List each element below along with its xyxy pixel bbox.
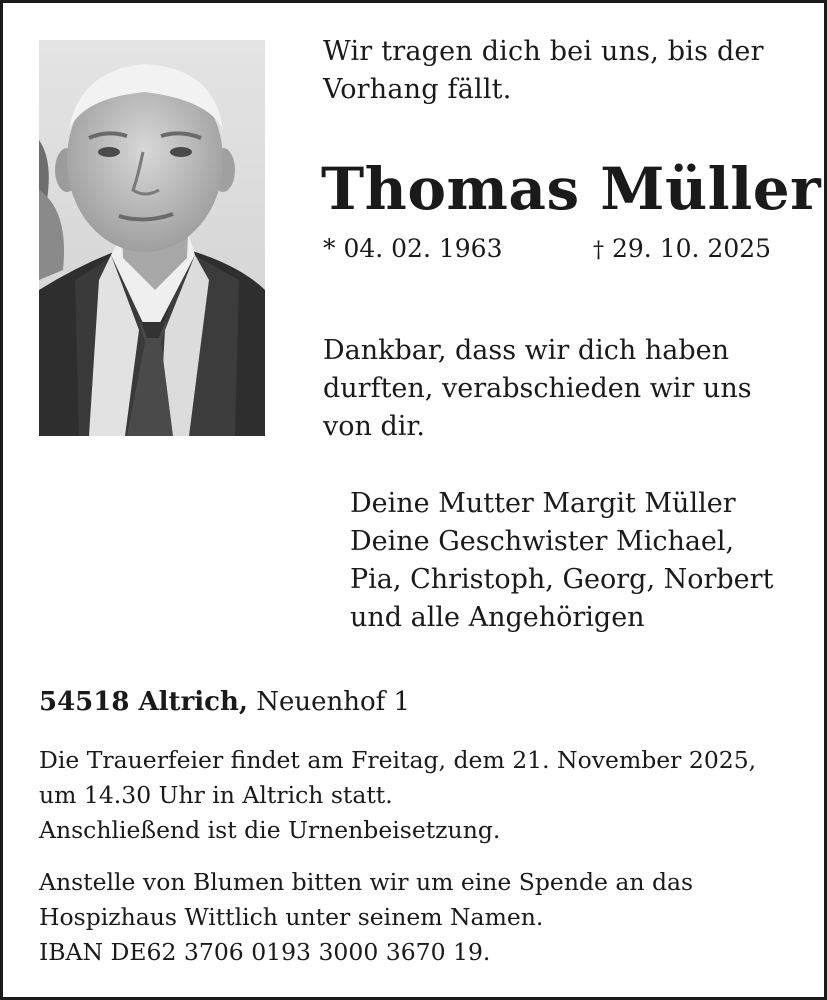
donation-line: Hospizhaus Wittlich unter seinem Namen.: [39, 903, 544, 931]
life-dates: [323, 230, 793, 268]
address: [39, 683, 410, 721]
ceremony-line: Anschließend ist die Urnenbeisetzung.: [39, 816, 501, 844]
family-line: Deine Geschwister Michael,: [350, 526, 735, 557]
thanks-line: von dir.: [323, 411, 425, 442]
donation-info: [39, 865, 819, 970]
family-line: und alle Angehörigen: [350, 602, 645, 633]
cross-icon: †: [593, 238, 604, 263]
thanks-line: durften, verabschieden wir uns: [323, 373, 752, 404]
donation-iban: IBAN DE62 3706 0193 3000 3670 19.: [39, 938, 491, 966]
birth-date: * 04. 02. 1963: [323, 234, 503, 263]
address-city: 54518 Altrich,: [39, 687, 248, 717]
death-date: 29. 10. 2025: [612, 234, 772, 263]
portrait-photo: [39, 40, 265, 436]
ceremony-line: um 14.30 Uhr in Altrich statt.: [39, 781, 393, 809]
family-signatures: [350, 485, 820, 637]
ceremony-line: Die Trauerfeier findet am Freitag, dem 21. November 2025,: [39, 746, 757, 774]
address-street: Neuenhof 1: [256, 687, 411, 717]
quote-line: Vorhang fällt.: [323, 74, 512, 105]
family-line: Deine Mutter Margit Müller: [350, 488, 736, 519]
deceased-name: Thomas Müller: [321, 155, 822, 223]
quote-line: Wir tragen dich bei uns, bis der: [323, 36, 764, 67]
thanks-text: [323, 332, 813, 446]
memorial-quote: [323, 33, 813, 109]
family-line: Pia, Christoph, Georg, Norbert: [350, 564, 774, 595]
thanks-line: Dankbar, dass wir dich haben: [323, 335, 730, 366]
death-date-group: [593, 230, 771, 270]
donation-line: Anstelle von Blumen bitten wir um eine Spende an das: [39, 868, 694, 896]
ceremony-info: [39, 743, 819, 848]
